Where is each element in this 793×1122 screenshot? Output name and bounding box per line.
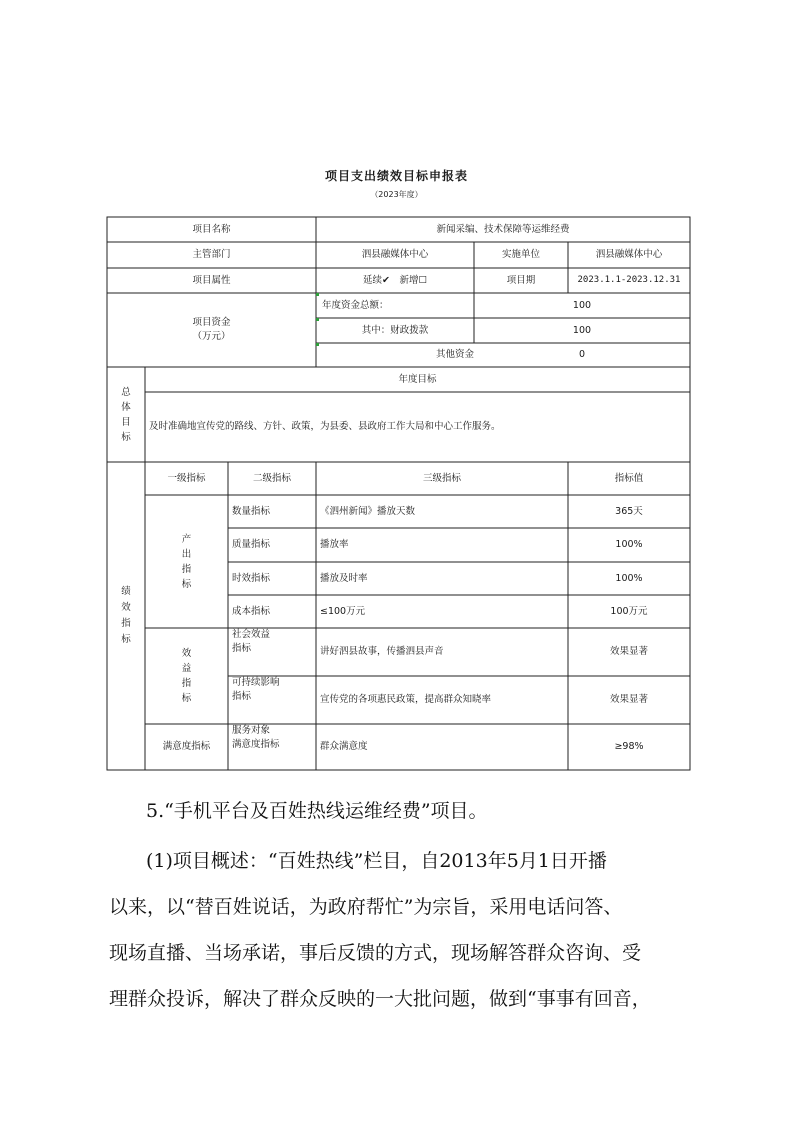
row-value: 365天 (615, 505, 643, 517)
annual-goal-content: 及时准确地宣传党的路线、方针、政策，为县委、县政府工作大局和中心工作服务。 (149, 421, 501, 433)
output-label-char: 标 (181, 578, 192, 590)
table-title: 项目支出绩效目标申报表 (324, 169, 468, 183)
indicators-side-char: 标 (121, 634, 131, 645)
body-line-5: 理群众投诉，解决了群众反映的一大批问题，做到“事事有回音， (109, 988, 651, 1010)
row-level3: 播放及时率 (320, 572, 368, 584)
impl-value: 泗县融媒体中心 (595, 249, 663, 261)
row-level3: 宣传党的各项惠民政策，提高群众知晓率 (320, 694, 492, 706)
funds-total-label: 年度资金总额： (322, 299, 389, 311)
row-level2-line: 社会效益 (232, 629, 271, 640)
overall-side-label (107, 367, 145, 462)
output-indicators-label (145, 495, 228, 628)
funds-label-line1: 项目资金 (192, 317, 231, 328)
output-label-char: 指 (181, 563, 192, 575)
row-value: 100% (615, 572, 643, 584)
row-level3: 群众满意度 (320, 741, 368, 753)
indicators-side-char: 指 (121, 618, 131, 629)
row-level2: 成本指标 (232, 605, 271, 617)
funds-total-value: 100 (572, 299, 592, 311)
row-level2-line: 指标 (232, 643, 252, 654)
body-line-3: 以来，以“替百姓说话，为政府帮忙”为宗旨，采用电话问答、 (109, 896, 623, 918)
overall-side-char: 总 (121, 386, 131, 398)
indicators-side-char: 绩 (121, 586, 131, 597)
overall-side-char: 标 (121, 431, 131, 443)
row-level2: 数量指标 (232, 505, 271, 517)
body-line-4: 现场直播、当场承诺，事后反馈的方式，现场解答群众咨询、受 (109, 942, 642, 964)
annual-goal-header: 年度目标 (398, 373, 437, 385)
funds-label-line2: （万元） (192, 331, 231, 342)
row-level2: 时效指标 (232, 572, 271, 584)
header-level1: 一级指标 (167, 472, 206, 484)
funds-other-value: 0 (578, 349, 586, 361)
row-level3: ≤100万元 (320, 605, 366, 617)
body-line-1: 5.“手机平台及百姓热线运维经费”项目。 (146, 800, 488, 822)
funds-fiscal-value: 100 (572, 324, 592, 336)
project-name-value: 新闻采编、技术保障等运维经费 (436, 223, 570, 235)
row-level2 (232, 676, 316, 724)
row-level3: 《泗州新闻》播放天数 (320, 505, 416, 517)
benefit-label-char: 标 (181, 693, 192, 704)
row-level3: 播放率 (320, 539, 349, 551)
output-label-char: 产 (181, 533, 192, 545)
row-value: 100万元 (610, 605, 648, 617)
impl-label: 实施单位 (501, 249, 540, 261)
row-value: ≥98% (614, 741, 644, 753)
benefit-label-char: 益 (181, 663, 192, 674)
benefit-label-char: 效 (181, 648, 192, 659)
row-value: 效果显著 (609, 646, 648, 658)
benefit-label-char: 指 (181, 678, 192, 689)
row-level2-line: 满意度指标 (232, 739, 280, 750)
project-name-label: 项目名称 (192, 223, 231, 235)
funds-other-label: 其他资金 (435, 349, 474, 361)
period-label: 项目期 (506, 274, 536, 286)
body-line-2: (1)项目概述：“百姓热线”栏目，自2013年5月1日开播 (146, 850, 607, 872)
row-level2 (232, 724, 316, 770)
header-level3: 三级指标 (422, 472, 461, 484)
funds-fiscal-label: 其中：财政拨款 (361, 324, 429, 336)
table-subtitle: （2023年度） (370, 190, 423, 199)
attr-label: 项目属性 (192, 274, 231, 286)
row-level2-line: 服务对象 (232, 725, 271, 736)
overall-side-char: 目 (121, 416, 131, 428)
dept-label: 主管部门 (192, 249, 231, 261)
indicators-side-char: 效 (121, 602, 131, 613)
row-level2-line: 可持续影响 (232, 677, 280, 688)
row-level2 (232, 628, 316, 676)
header-value: 指标值 (614, 472, 644, 484)
benefit-indicators-label (145, 628, 228, 724)
indicators-side-label (107, 462, 145, 770)
row-value: 效果显著 (609, 694, 648, 706)
dept-value: 泗县融媒体中心 (361, 249, 429, 261)
attr-value: 延续✔ 新增☐ (363, 274, 427, 286)
output-label-char: 出 (181, 548, 192, 560)
period-value: 2023.1.1-2023.12.31 (577, 275, 681, 285)
overall-side-char: 体 (121, 401, 131, 413)
row-level2-line: 指标 (232, 691, 252, 702)
row-level2: 质量指标 (232, 539, 271, 551)
row-level3: 讲好泗县故事，传播泗县声音 (320, 646, 444, 658)
funds-label (107, 293, 316, 367)
satisfaction-indicators-label: 满意度指标 (162, 741, 211, 753)
header-level2: 二级指标 (252, 472, 291, 484)
row-value: 100% (615, 539, 643, 551)
